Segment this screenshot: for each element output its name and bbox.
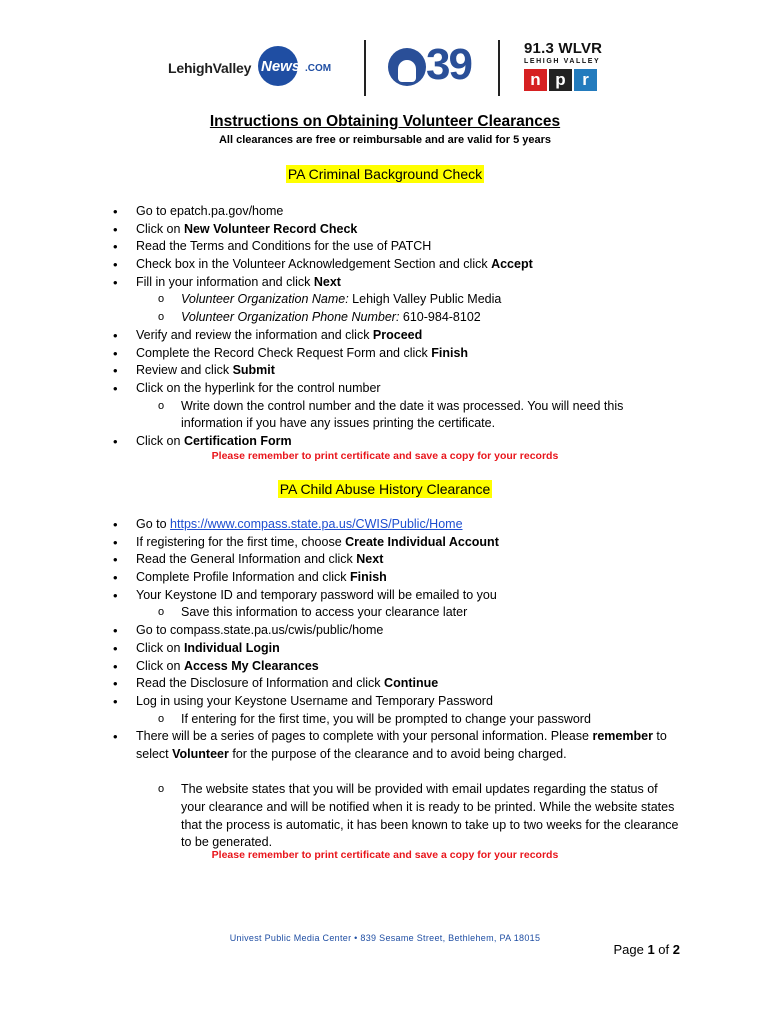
bullet-icon: • xyxy=(113,363,118,379)
lvn-logo-com: .COM xyxy=(305,63,332,74)
wlvr-subtitle: LEHIGH VALLEY xyxy=(524,58,601,65)
list-item xyxy=(0,587,770,605)
list-item-text: Read the Disclosure of Information and click Continue xyxy=(136,676,439,691)
list-item xyxy=(0,658,770,676)
list-item-text: Click on Access My Clearances xyxy=(136,658,319,673)
print-reminder: Please remember to print certificate and save a copy for your records xyxy=(211,849,559,861)
list-item-text: Click on Individual Login xyxy=(136,640,280,655)
sub-list-item xyxy=(0,711,770,729)
bullet-icon: • xyxy=(113,239,118,255)
list-item-text: Your Keystone ID and temporary password will be emailed to you xyxy=(136,587,497,602)
list-item xyxy=(0,516,770,534)
list-item-text: There will be a series of pages to complete with your personal information. Please remember to select Volunteer for the purpose of the clearance and to avoid being charged. xyxy=(136,729,667,761)
bullet-icon: • xyxy=(113,552,118,568)
bullet-icon: • xyxy=(113,274,118,290)
list-item-text: Go to compass.state.pa.us/cwis/public/home xyxy=(136,623,384,638)
list-item xyxy=(0,551,770,569)
list-item xyxy=(0,433,770,451)
list-item-text: Click on the hyperlink for the control number xyxy=(136,380,381,395)
list-item-text: Read the General Information and click Next xyxy=(136,552,384,567)
list-item-text: Write down the control number and the date it was processed. You will need this information if you have any issues printing the certificate. xyxy=(181,398,624,431)
list-item xyxy=(0,362,770,380)
list-item-text: Verify and review the information and click Proceed xyxy=(136,327,423,342)
npr-logo xyxy=(524,69,604,91)
footer-address: Univest Public Media Center • 839 Sesame Street, Bethlehem, PA 18015 xyxy=(229,933,541,943)
sub-list-item xyxy=(0,309,770,327)
sub-bullet-icon: o xyxy=(158,606,165,619)
section-heading-text: PA Child Abuse History Clearance xyxy=(279,481,491,497)
list-item-text: Complete the Record Check Request Form and click Finish xyxy=(136,345,469,360)
sub-bullet-icon: o xyxy=(158,783,165,796)
list-item-text: If entering for the first time, you will be prompted to change your password xyxy=(181,711,591,726)
bullet-icon: • xyxy=(113,693,118,709)
list-item-text: Click on Certification Form xyxy=(136,433,292,448)
list-item xyxy=(0,569,770,587)
list-item-text: Volunteer Organization Name: Lehigh Valley Public Media xyxy=(181,292,502,307)
list-item-text: Read the Terms and Conditions for the use of PATCH xyxy=(136,239,432,254)
list-item-text: Check box in the Volunteer Acknowledgement Section and click Accept xyxy=(136,257,533,272)
sub-bullet-icon: o xyxy=(158,311,165,324)
compass-link[interactable]: https://www.compass.state.pa.us/CWIS/Public/Home xyxy=(170,517,463,531)
list-item-text: Volunteer Organization Phone Number: 610-984-8102 xyxy=(181,310,481,325)
list-item xyxy=(0,274,770,292)
section-heading-child-abuse xyxy=(0,481,770,499)
logo-divider xyxy=(498,40,500,96)
bullet-icon: • xyxy=(113,640,118,656)
list-item-text: Save this information to access your clearance later xyxy=(181,605,468,620)
section-heading-text: PA Criminal Background Check xyxy=(287,166,483,182)
bullet-icon: • xyxy=(113,345,118,361)
list-item xyxy=(0,380,770,398)
pbs-channel-number: 39 xyxy=(426,40,471,89)
bullet-icon: • xyxy=(113,676,118,692)
bullet-icon: • xyxy=(113,517,118,532)
bullet-icon: • xyxy=(113,623,118,639)
list-item xyxy=(0,622,770,640)
bullet-icon: • xyxy=(113,204,118,219)
bullet-icon: • xyxy=(113,587,118,603)
sub-bullet-icon: o xyxy=(158,712,165,725)
pbs-head-icon xyxy=(388,48,426,86)
list-item xyxy=(0,203,770,221)
list-item xyxy=(0,675,770,693)
bullet-icon: • xyxy=(113,380,118,396)
sub-list-item xyxy=(0,291,770,309)
bullet-icon: • xyxy=(113,221,118,237)
list-item-text: Go to epatch.pa.gov/home xyxy=(136,204,284,218)
print-reminder: Please remember to print certificate and save a copy for your records xyxy=(211,450,559,462)
section-heading-criminal-check xyxy=(0,166,770,184)
header-logos xyxy=(0,36,770,100)
list-item xyxy=(0,728,770,781)
sub-list-item xyxy=(0,604,770,622)
list-item-text: Go to https://www.compass.state.pa.us/CWIS/Public/Home xyxy=(136,517,463,531)
bullet-icon: • xyxy=(113,534,118,550)
bullet-icon: • xyxy=(113,658,118,674)
page-number: Page 1 of 2 xyxy=(613,942,680,957)
list-item xyxy=(0,640,770,658)
sub-bullet-icon: o xyxy=(158,399,165,412)
list-item-text: Log in using your Keystone Username and Temporary Password xyxy=(136,693,493,708)
sub-list-item xyxy=(0,781,770,852)
list-item xyxy=(0,693,770,711)
list-item-text: Complete Profile Information and click Finish xyxy=(136,570,387,585)
document-title: Instructions on Obtaining Volunteer Clearances xyxy=(209,113,561,130)
list-item xyxy=(0,534,770,552)
list-item xyxy=(0,238,770,256)
lvn-logo-news: News xyxy=(261,58,301,75)
npr-letter-p: p xyxy=(549,69,572,91)
list-item xyxy=(0,345,770,363)
sub-list-item xyxy=(0,398,770,433)
list-item xyxy=(0,221,770,239)
list-item-text: If registering for the first time, choose Create Individual Account xyxy=(136,534,499,549)
sub-bullet-icon: o xyxy=(158,293,165,306)
bullet-icon: • xyxy=(113,327,118,343)
pbs39-logo xyxy=(388,40,478,92)
logo-divider xyxy=(364,40,366,96)
npr-letter-r: r xyxy=(574,69,597,91)
wlvr-call-sign: 91.3 WLVR xyxy=(524,40,603,57)
wlvr-npr-logo xyxy=(524,40,604,91)
npr-letter-n: n xyxy=(524,69,547,91)
list-item-text: Click on New Volunteer Record Check xyxy=(136,221,358,236)
bullet-icon: • xyxy=(113,570,118,586)
criminal-check-steps xyxy=(0,203,770,451)
document-subtitle: All clearances are free or reimbursable and are valid for 5 years xyxy=(218,134,551,146)
bullet-icon: • xyxy=(113,257,118,273)
list-item-text: Review and click Submit xyxy=(136,363,275,378)
bullet-icon: • xyxy=(113,729,118,745)
lvn-logo-text: LehighValley xyxy=(168,60,252,76)
bullet-icon: • xyxy=(113,433,118,449)
list-item xyxy=(0,256,770,274)
list-item xyxy=(0,327,770,345)
child-abuse-steps xyxy=(0,516,770,852)
list-item-text: Fill in your information and click Next xyxy=(136,274,341,289)
list-item-text: The website states that you will be provided with email updates regarding the status of your clearance and will be notified when it is ready to be printed. While the website states that the process is automatic, it has been known to take up to two weeks for the clearance to be generated. xyxy=(181,782,679,850)
